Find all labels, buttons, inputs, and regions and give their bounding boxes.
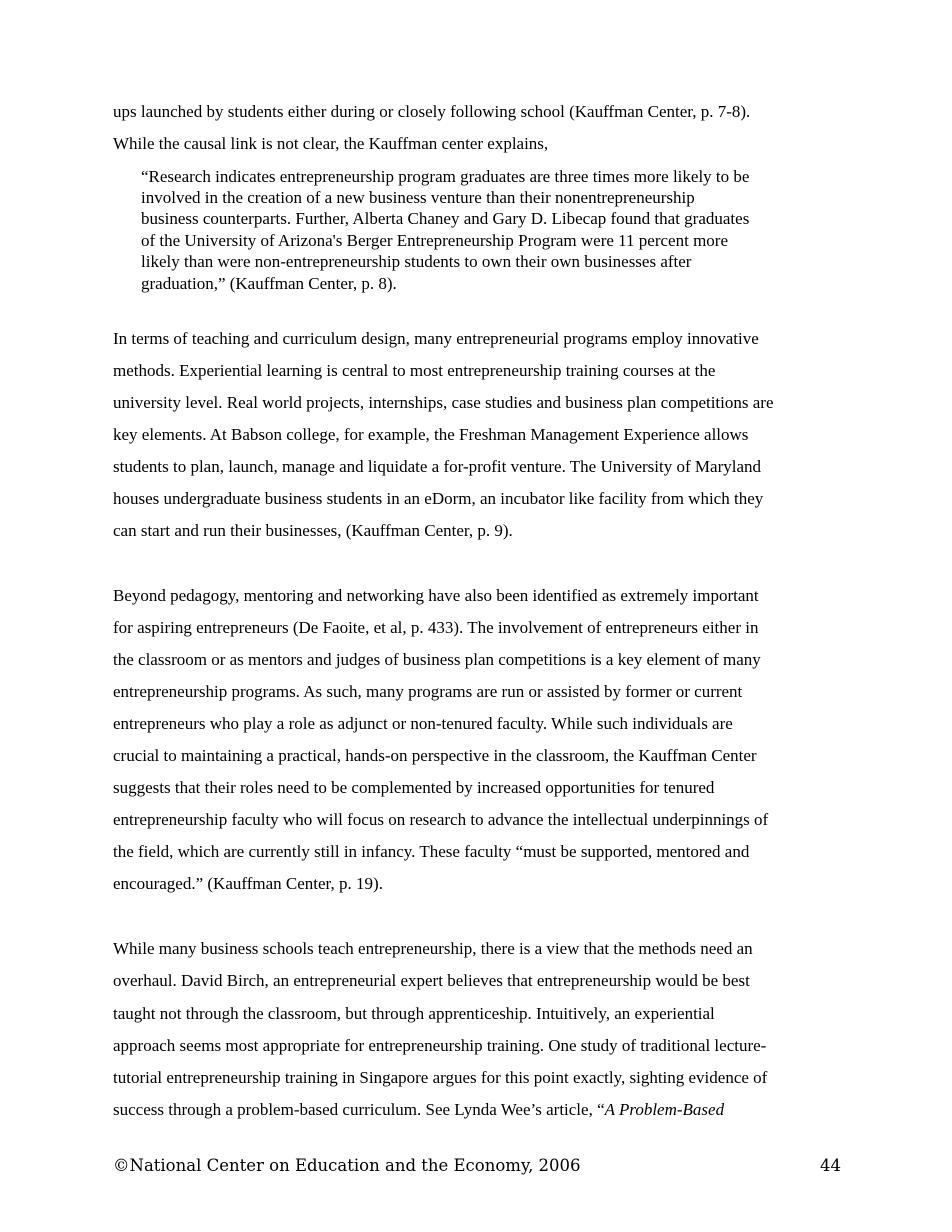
paragraph-line: for aspiring entrepreneurs (De Faoite, et al, p. 433). The involvement of entrepreneurs either in [113,618,759,637]
paragraph-line: crucial to maintaining a practical, hands-on perspective in the classroom, the Kauffman Center [113,746,757,765]
block-quote-line: of the University of Arizona's Berger Entrepreneurship Program were 11 percent more [141,231,729,250]
paragraph-line: houses undergraduate business students in an eDorm, an incubator like facility from which they [113,489,764,508]
paragraph-line: university level. Real world projects, internships, case studies and business plan competitions are [113,393,774,412]
page-number: 44 [820,1156,841,1175]
paragraph-line: suggests that their roles need to be complemented by increased opportunities for tenured [113,778,715,797]
paragraph-line: While many business schools teach entrepreneurship, there is a view that the methods need an [113,939,753,958]
paragraph-line: key elements. At Babson college, for example, the Freshman Management Experience allows [113,425,749,444]
paragraph-line: entrepreneurship faculty who will focus on research to advance the intellectual underpinnings of [113,810,769,829]
block-quote-line: involved in the creation of a new business venture than their nonentrepreneurship [141,188,695,207]
article-title-italic: A Problem-Based [604,1100,725,1119]
paragraph-line: entrepreneurs who play a role as adjunct or non-tenured faculty. While such individuals are [113,714,733,733]
paragraph-line: approach seems most appropriate for entrepreneurship training. One study of traditional lecture- [113,1036,767,1055]
paragraph-line: students to plan, launch, manage and liquidate a for-profit venture. The University of Maryland [113,457,761,476]
paragraph-line: can start and run their businesses, (Kauffman Center, p. 9). [113,521,513,540]
paragraph-line: ups launched by students either during or closely following school (Kauffman Center, p. 7-8). [113,102,751,121]
paragraph-line: Beyond pedagogy, mentoring and networking have also been identified as extremely important [113,586,759,605]
paragraph-line: encouraged.” (Kauffman Center, p. 19). [113,874,383,893]
paragraph-line: While the causal link is not clear, the Kauffman center explains, [113,134,549,153]
body-line-last [113,1100,724,1120]
paragraph-line: methods. Experiential learning is central to most entrepreneurship training courses at the [113,361,716,380]
paragraph-line: entrepreneurship programs. As such, many programs are run or assisted by former or current [113,682,743,701]
paragraph-line: taught not through the classroom, but through apprenticeship. Intuitively, an experiential [113,1004,715,1023]
block-quote-line: business counterparts. Further, Alberta Chaney and Gary D. Libecap found that graduates [141,209,750,228]
paragraph-line: In terms of teaching and curriculum design, many entrepreneurial programs employ innovative [113,329,759,348]
footer-copyright: ©National Center on Education and the Economy, 2006 [113,1156,581,1175]
block-quote-line: likely than were non-entrepreneurship students to own their own businesses after [141,252,692,271]
paragraph-line: tutorial entrepreneurship training in Singapore argues for this point exactly, sighting evidence of [113,1068,768,1087]
block-quote-line: “Research indicates entrepreneurship program graduates are three times more likely to be [141,167,750,186]
block-quote-line: graduation,” (Kauffman Center, p. 8). [141,274,397,293]
line-text: success through a problem-based curriculum. See Lynda Wee’s article, “ [113,1100,605,1119]
paragraph-line: the field, which are currently still in infancy. These faculty “must be supported, mentored and [113,842,750,861]
paragraph-line: overhaul. David Birch, an entrepreneurial expert believes that entrepreneurship would be best [113,971,750,990]
paragraph-line: the classroom or as mentors and judges of business plan competitions is a key element of many [113,650,761,669]
